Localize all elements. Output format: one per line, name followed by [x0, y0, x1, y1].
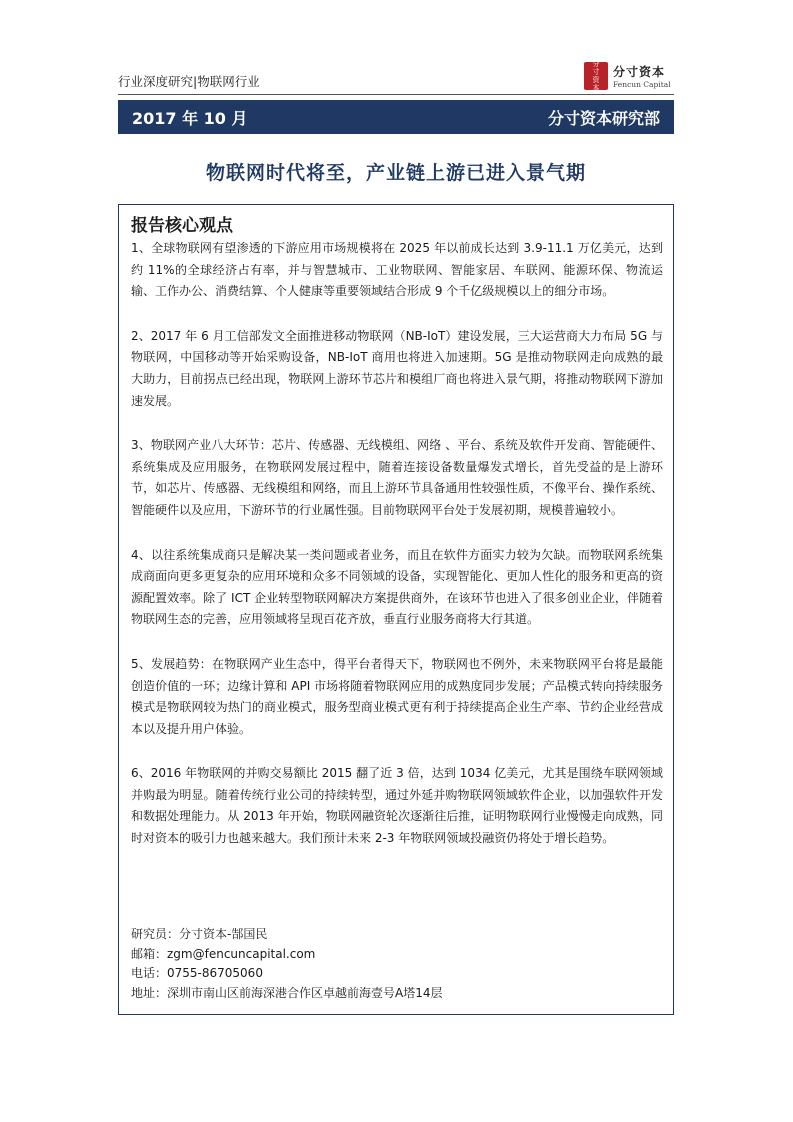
core-view-point: 3、物联网产业八大环节：芯片、传感器、无线模组、网络 、平台、系统及软件开发商、智能硬件、系统集成及应用服务，在物联网发展过程中，随着连接设备数量爆发式增长，首先受益的是上游环节，如芯片、传感器、无线模组和网络，而且上游环节具备通用性较强性质，不像平台、操作系统、智能硬件以及应用，下游环节的行业属性强。目前物联网平台处于发展初期，规模普遍较小。 — [131, 438, 663, 517]
company-logo — [584, 58, 684, 94]
core-view-point: 5、发展趋势：在物联网产业生态中，得平台者得天下，物联网也不例外，未来物联网平台将是最能创造价值的一环；边缘计算和 API 市场将随着物联网应用的成熟度同步发展；产品模式转向持续服务模式是物联网较为热门的商业模式，服务型商业模式更有利于持续提高企业生产率、节约企业经营成本以及提升用户体验。 — [131, 656, 663, 736]
logo-wordmark — [613, 63, 671, 89]
report-title: 物联网时代将至，产业链上游已进入景气期 — [205, 162, 586, 184]
core-view-point: 4、以往系统集成商只是解决某一类问题或者业务，而且在软件方面实力较为欠缺。而物联网系统集成商面向更多更复杂的应用环境和众多不同领域的设备，实现智能化、更加人性化的服务和更高的资源配置效率。除了 ICT 企业转型物联网解决方案提供商外，在该环节也进入了很多创业企业，伴随着物联网生态的完善，应用领域将呈现百花齐放，垂直行业服务商将大行其道。 — [131, 547, 663, 627]
logo-name-en: Fencun Capital — [613, 80, 671, 89]
header-divider — [118, 94, 674, 95]
logo-seal-char: 本 — [592, 84, 600, 92]
report-category: 行业深度研究|物联网行业 — [118, 74, 260, 89]
logo-seal-char: 资 — [592, 76, 600, 84]
research-department: 分寸资本研究部 — [547, 108, 660, 128]
core-view-point: 2、2017 年 6 月工信部发文全面推进移动物联网（NB-IoT）建设发展，三大运营商大力布局 5G 与物联网，中国移动等开始采购设备，NB-IoT 商用也将进入加速期。5G 是推动物联网走向成熟的最大助力，目前拐点已经出现，物联网上游环节芯片和模组厂商也将进入景气期，将推动物联网下游加速发展。 — [131, 328, 663, 408]
core-view-point: 1、全球物联网有望渗透的下游应用市场规模将在 2025 年以前成长达到 3.9-11.1 万亿美元，达到约 11%的全球经济占有率，并与智慧城市、工业物联网、智能家居、车联网、能源环保、物流运输、工作办公、消费结算、个人健康等重要领域结合形成 9 个千亿级规模以上的细分市场。 — [131, 241, 663, 299]
contact-info — [131, 925, 663, 1003]
phone-line: 电话：0755-86705060 — [131, 966, 263, 980]
report-date: 2017 年 10 月 — [132, 108, 248, 128]
report-banner — [118, 100, 674, 134]
email-line: 邮箱：zgm@fencuncapital.com — [131, 946, 316, 961]
address-line: 地址：深圳市南山区前海深港合作区卓越前海壹号A塔14层 — [131, 985, 443, 1000]
core-views-heading: 报告核心观点 — [131, 216, 233, 236]
logo-seal-char: 分 — [592, 60, 600, 68]
logo-seal-icon — [584, 62, 608, 90]
logo-name-cn: 分寸资本 — [613, 65, 666, 79]
core-views-list — [131, 238, 663, 873]
researcher-line: 研究员：分寸资本-郜国民 — [131, 927, 268, 941]
core-view-point: 6、2016 年物联网的并购交易额比 2015 翻了近 3 倍，达到 1034 亿美元，尤其是围绕车联网领域并购最为明显。随着传统行业公司的持续转型，通过外延并购物联网领域软件企业，以加强软件开发和数据处理能力。从 2013 年开始，物联网融资轮次逐渐往后推，证明物联网行业慢慢走向成熟，同时对资本的吸引力也越来越大。我们预计未来 2-3 年物联网领域投融资仍将处于增长趋势。 — [131, 766, 663, 846]
logo-seal-char: 寸 — [592, 68, 600, 76]
core-views-box — [118, 204, 674, 1015]
